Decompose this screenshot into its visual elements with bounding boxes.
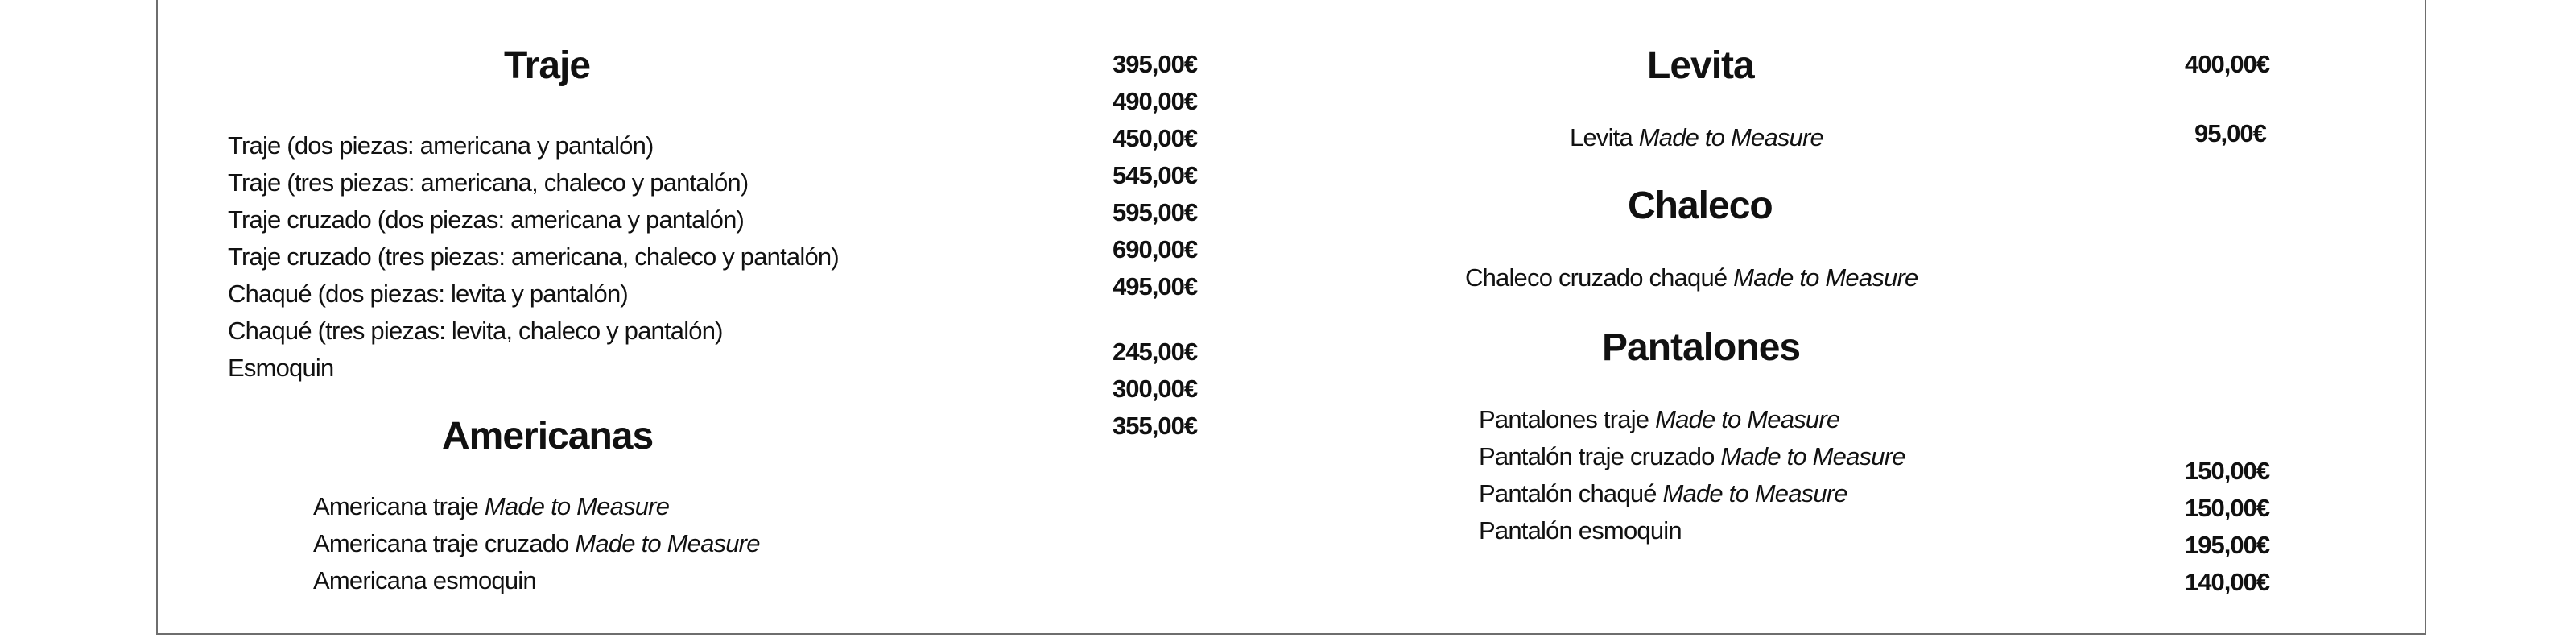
- list-item: Americana traje Made to Measure: [313, 492, 670, 520]
- price: 150,00€: [2185, 494, 2270, 522]
- list-item: Pantalones traje Made to Measure: [1479, 405, 1840, 433]
- list-item: Pantalón chaqué Made to Measure: [1479, 479, 1847, 508]
- price: 545,00€: [1113, 161, 1198, 189]
- price: 595,00€: [1113, 198, 1198, 226]
- list-item: Americana traje cruzado Made to Measure: [313, 529, 760, 557]
- list-item: Pantalón esmoquin: [1479, 516, 1682, 545]
- price: 495,00€: [1113, 272, 1198, 300]
- chaleco-heading: Chaleco: [1628, 184, 1773, 227]
- americanas-list: [313, 488, 760, 599]
- levita-item-price: 95,00€: [2194, 119, 2266, 147]
- list-item: Traje cruzado (tres piezas: americana, chaleco y pantalón): [228, 242, 839, 271]
- pantalones-heading: Pantalones: [1602, 326, 1801, 369]
- list-item: Traje cruzado (dos piezas: americana y pantalón): [228, 205, 745, 234]
- price: 140,00€: [2185, 568, 2270, 596]
- americanas-heading: Americanas: [442, 415, 654, 458]
- price: 195,00€: [2185, 531, 2270, 559]
- price: 355,00€: [1113, 412, 1198, 440]
- price: 690,00€: [1113, 235, 1198, 263]
- list-item: Chaqué (dos piezas: levita y pantalón): [228, 280, 628, 308]
- levita-heading: Levita: [1647, 44, 1754, 87]
- pantalones-prices: [2185, 453, 2269, 601]
- price: 245,00€: [1113, 338, 1198, 366]
- levita-item: Levita Made to Measure: [1570, 123, 1823, 151]
- list-item: Pantalón traje cruzado Made to Measure: [1479, 442, 1905, 470]
- traje-heading: Traje: [504, 44, 591, 87]
- price: 395,00€: [1113, 50, 1198, 78]
- price: 490,00€: [1113, 87, 1198, 115]
- chaleco-item: Chaleco cruzado chaqué Made to Measure: [1465, 263, 1918, 292]
- pantalones-list: [1479, 401, 1905, 549]
- list-item: Traje (tres piezas: americana, chaleco y pantalón): [228, 168, 749, 197]
- price-column-left-1: [1113, 46, 1197, 305]
- levita-price: 400,00€: [2185, 50, 2270, 78]
- list-item: Americana esmoquin: [313, 566, 536, 594]
- price: 300,00€: [1113, 375, 1198, 403]
- list-item: Chaqué (tres piezas: levita, chaleco y pantalón): [228, 317, 723, 345]
- list-item: Traje (dos piezas: americana y pantalón): [228, 131, 654, 160]
- price: 450,00€: [1113, 124, 1198, 152]
- list-item: Esmoquin: [228, 354, 334, 382]
- price: 150,00€: [2185, 457, 2270, 485]
- traje-list: [228, 127, 839, 387]
- price-column-left-2: [1113, 334, 1197, 445]
